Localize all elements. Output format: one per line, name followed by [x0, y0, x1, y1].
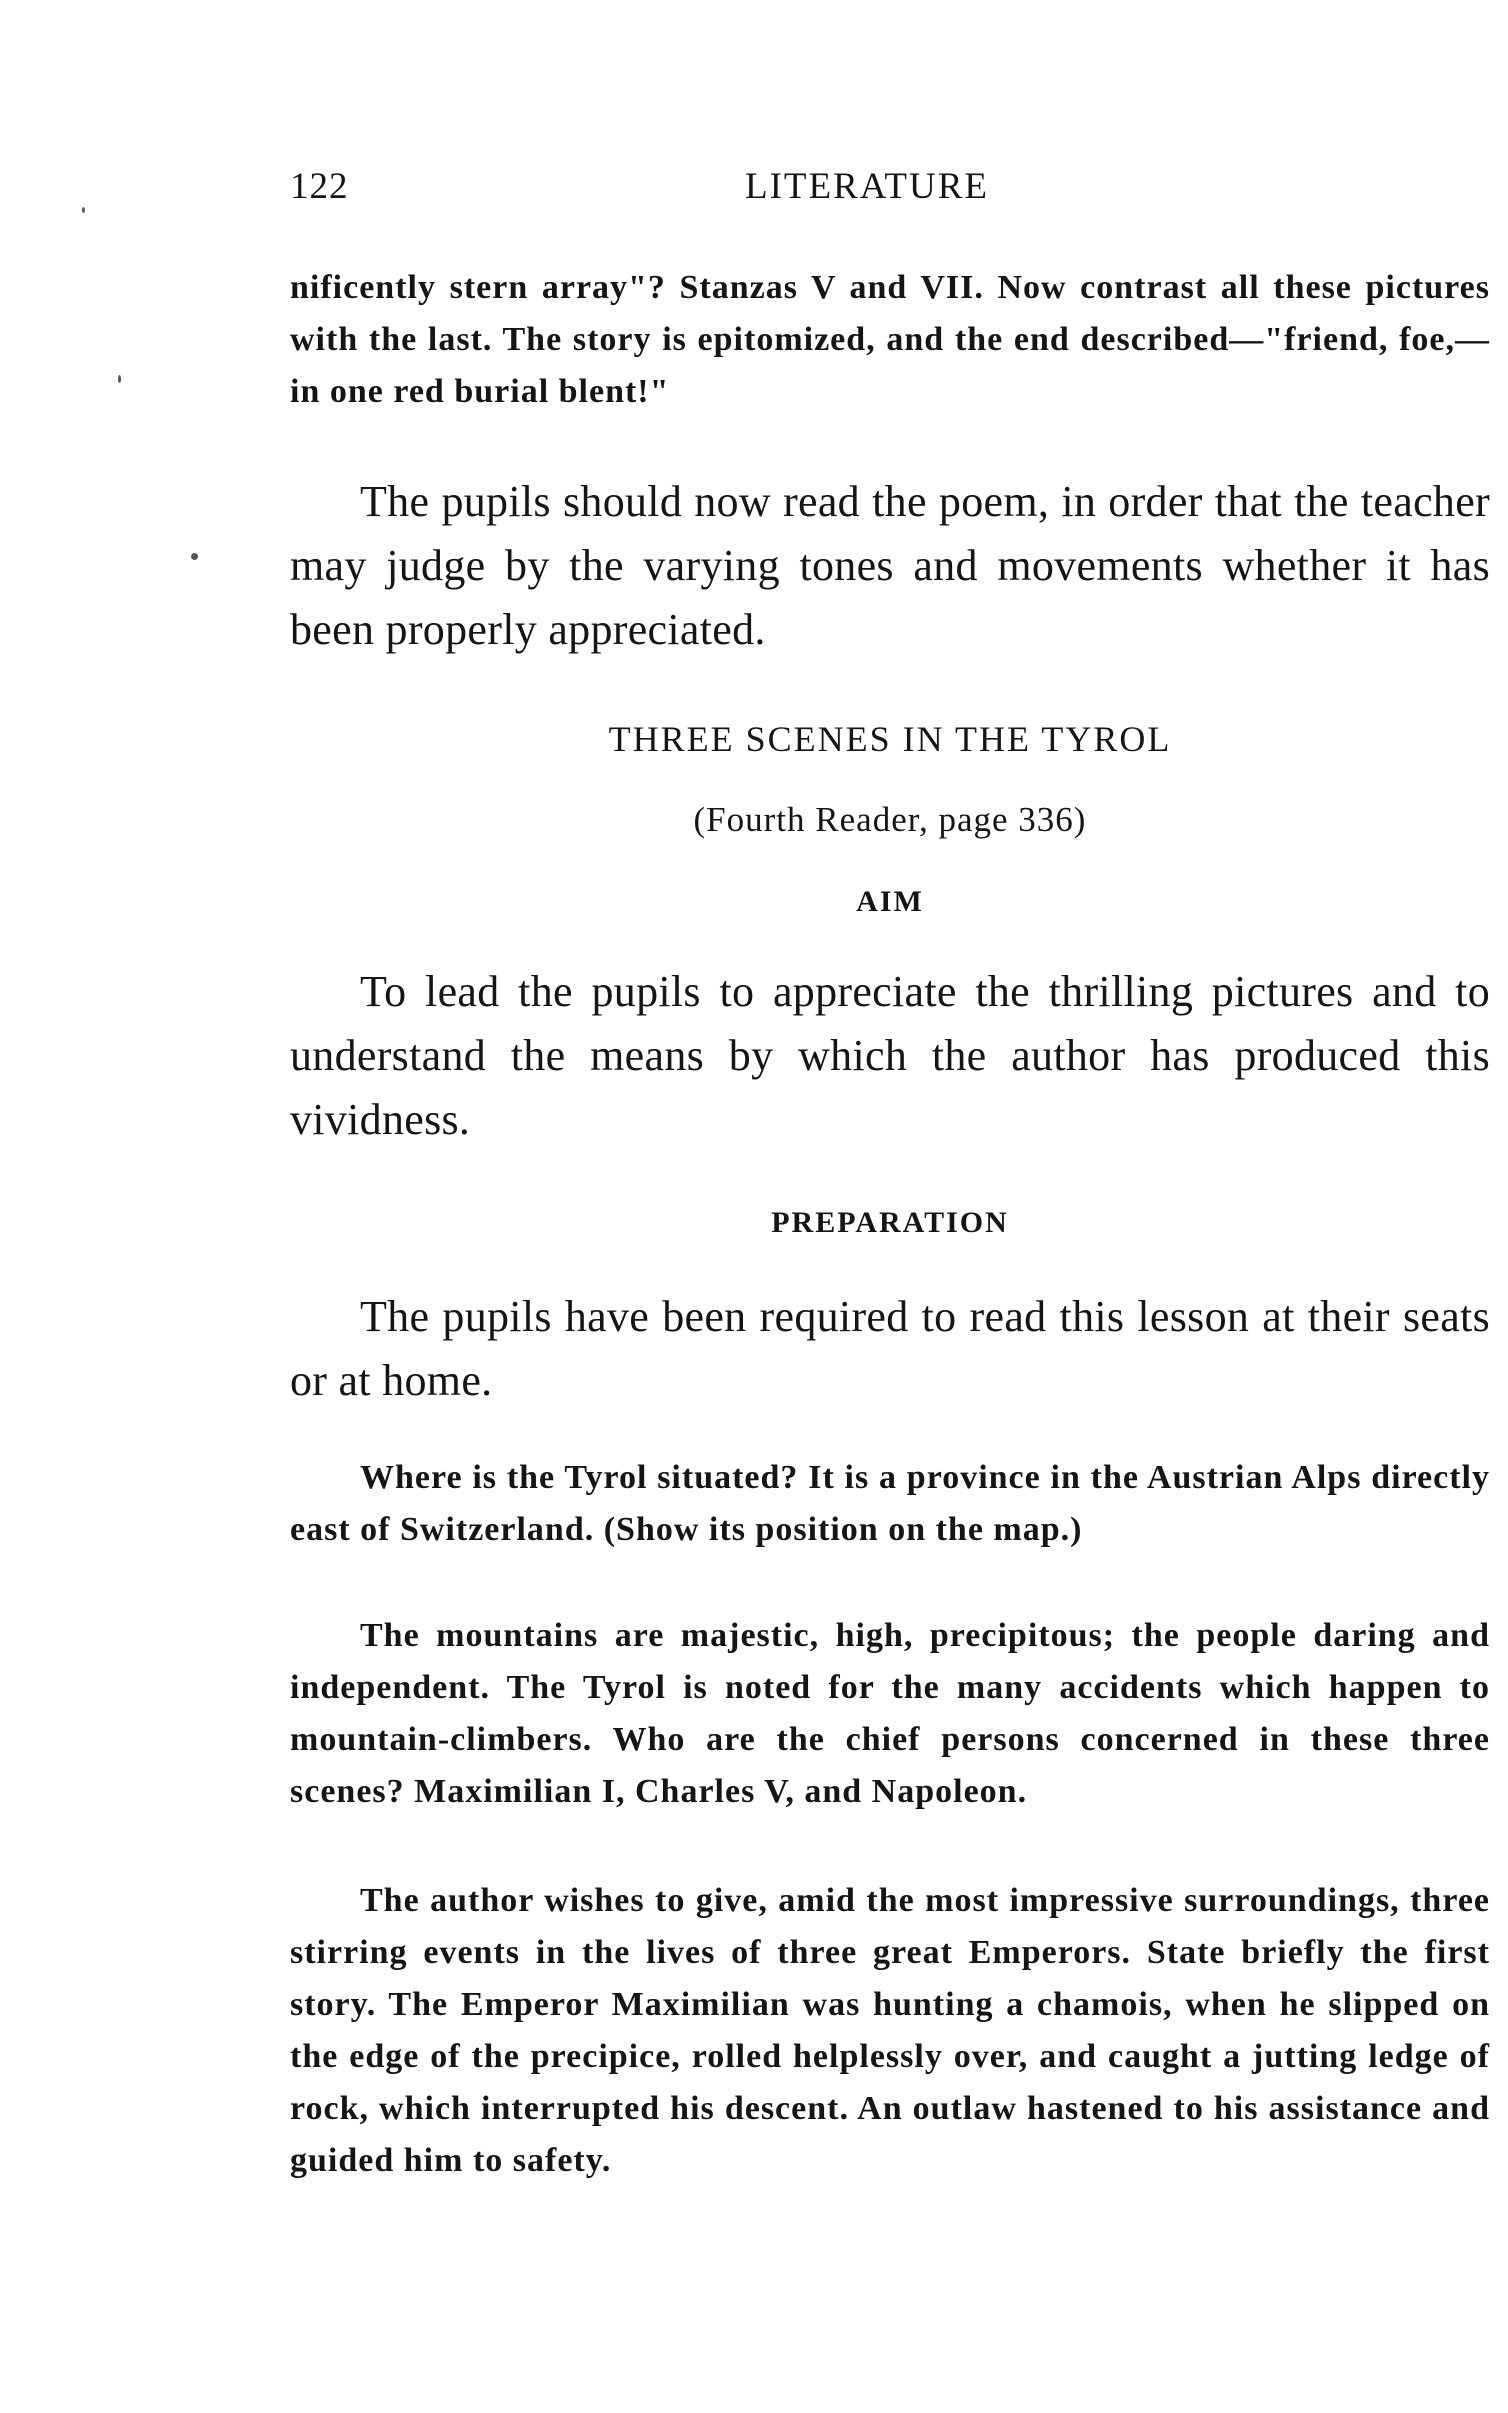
preparation-heading: PREPARATION [771, 1206, 1009, 1239]
question-paragraph-story: The author wishes to give, amid the most impressive surroundings, three stirring events in the lives of three great Emperors. State briefly the first story. The Emperor Maximilian was hunting a chamois, when he slipped on the edge of the precipice, rolled helplessly over, and caught a jutting ledge of rock, which interrupted his descent. An outlaw hastened to his assistance and guided him to safety. [290, 1882, 1490, 2179]
page-header [290, 165, 1500, 215]
print-speck [118, 375, 121, 383]
section-title: THREE SCENES IN THE TYROL [608, 719, 1172, 759]
question-paragraph-location: Where is the Tyrol situated? It is a province in the Austrian Alps directly east of Switzerland. (Show its position on the map.) [290, 1459, 1490, 1548]
print-speck [82, 207, 85, 213]
aim-heading: AIM [856, 885, 924, 918]
section-subtitle: (Fourth Reader, page 336) [693, 800, 1087, 839]
paragraph-continuation: nificently stern array"? Stanzas V and VII. Now contrast all these pictures with the last. The story is epitomized, and the end described—"friend, foe,—in one red burial blent!" [290, 269, 1490, 410]
preparation-paragraph: The pupils have been required to read this lesson at their seats or at home. [290, 1292, 1490, 1405]
print-speck [191, 553, 198, 560]
question-paragraph-persons: The mountains are majestic, high, precipitous; the people daring and independent. The Tyrol is noted for the many accidents which happen to mountain-climbers. Who are the chief persons concerned in these three scenes? Maximilian I, Charles V, and Napoleon. [290, 1617, 1490, 1810]
aim-paragraph: To lead the pupils to appreciate the thrilling pictures and to understand the means by which the author has produced this vividness. [290, 967, 1490, 1144]
paragraph-reading-instruction: The pupils should now read the poem, in order that the teacher may judge by the varying tones and movements whether it has been properly appreciated. [290, 477, 1490, 654]
running-title: LITERATURE [745, 166, 990, 207]
page-number: 122 [290, 166, 349, 207]
